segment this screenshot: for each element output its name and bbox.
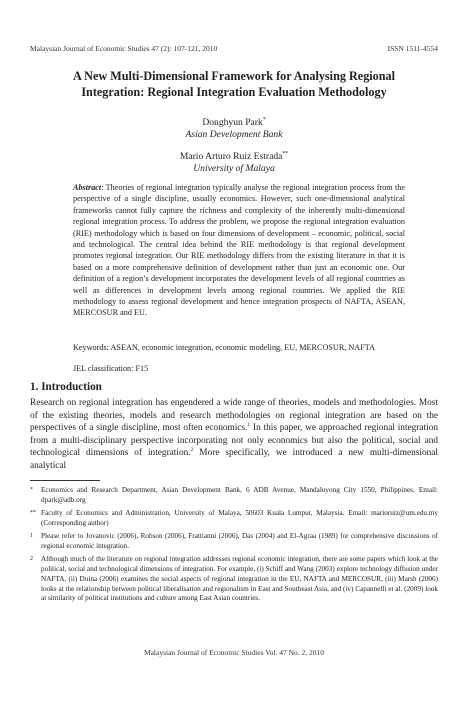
author-2-mark: **: [282, 150, 289, 157]
jel-classification: JEL classification: F15: [73, 364, 149, 373]
abstract-text: : Theories of regional integration typically analyse the regional integration process from the perspective of a single discipline, usually economics. However, such one-dimensional analytical frameworks cannot fully capture the richness and complexity of the inherently multi-dimensional regional integration process. To address the problem, we propose the regional integration evaluation (RIE) methodology which is based on four dimensions of development – economic, political, social and technological. The central idea behind the RIE methodology is that regional development promotes regional integration. Our RIE methodology differs from the existing literature in that it is based on a more comprehensive definition of development rather than just an economic one. Our definition of a region’s development incorporates the development levels of all regional countries as well as differences in development levels among regional countries. We applied the RIE methodology to assess regional development and hence integration prospects of NAFTA, ASEAN, MERCOSUR and EU.: [73, 183, 405, 318]
running-head: [30, 44, 438, 53]
footnote-ref-1[interactable]: 1: [247, 422, 251, 429]
footnote: [30, 532, 438, 552]
footnote-mark: *: [30, 487, 33, 493]
introduction-paragraph: [30, 397, 438, 473]
keywords: [73, 342, 405, 353]
footnote: [30, 555, 438, 604]
footnotes: [30, 486, 438, 608]
author-2: [0, 151, 468, 163]
footnote-text: Faculty of Economics and Administration, University of Malaya, 50603 Kuala Lumpur, Malaysia. Email: marioruiz@um.edu.my (Corresponding author): [41, 509, 438, 527]
footnote-text: Although much of the literature on regional integration addresses regional economic integration, there are some papers which look at the political, social and technological dimensions of integration. For example, (i) Schiff and Wang (2003) explore technology diffusion under NAFTA, (ii) Duina (2006) examines the social aspects of regional integration in the EU, NAFTA and MERCOSUR, (iii) Marsh (2006) looks at the relationship between political liberalisation and regionalism in East and Southeast Asia, and (iv) Capannelli et al. (2009) look at similarity of political institutions and culture among East Asian countries.: [41, 555, 438, 603]
author-2-affiliation: University of Malaya: [193, 163, 275, 174]
paper-title: A New Multi-Dimensional Framework for Analysing Regional Integration: Regional Integration Evaluation Methodology: [72, 69, 396, 99]
footnote: [30, 509, 438, 529]
footnote-ref-2[interactable]: 2: [190, 447, 194, 454]
intro-text-3: More specifically, we introduced a new multi-dimensional analytical: [30, 448, 438, 471]
section-heading: 1. Introduction: [30, 381, 102, 393]
running-head-journal: Malaysian Journal of Economic Studies 47 (2): 107-121, 2010: [30, 44, 218, 53]
author-1-mark: *: [262, 116, 266, 123]
author-1-name: Donghyun Park: [202, 117, 263, 128]
footnote: [30, 486, 438, 506]
intro-text-1: Research on regional integration has engendered a wide range of theories, models and methodologies. Most of the existing theories, models and research methodologies on regional integration are based on the perspectives of a single discipline, most often economics.: [30, 398, 438, 434]
running-head-issn: ISSN 1511-4554: [387, 44, 438, 53]
abstract-label: Abstract: [73, 183, 102, 192]
author-2-name: Mario Arturo Ruiz Estrada: [179, 151, 283, 162]
footnote-text: Economics and Research Department, Asian Development Bank, 6 ADB Avenue, Mandaluyong City 1550, Philippines. Email: dpark@adb.org: [41, 486, 438, 504]
intro-text-2: In this paper, we approached regional integration from a multi-disciplinary perspective incorporating not only economics but also the political, social and technological dimensions of integration.: [30, 423, 438, 459]
footnote-text: Please refer to Jovanovic (2006), Robson (2006), Frattianni (2006), Das (2004) and El-Agraa (1989) for comprehensive discussions of regional economic integration.: [41, 532, 438, 550]
page-footer: Malaysian Journal of Economic Studies Vol. 47 No. 2, 2010: [143, 648, 325, 657]
author-1: [0, 117, 468, 129]
footnote-mark: 2: [30, 556, 33, 563]
footnote-divider: [30, 480, 100, 481]
footnote-mark: 1: [30, 533, 33, 540]
keywords-text: Keywords: ASEAN, economic integration, economic modeling, EU, MERCOSUR, NAFTA: [73, 343, 376, 352]
abstract: [73, 182, 405, 319]
author-1-affiliation: Asian Development Bank: [185, 129, 283, 140]
footnote-mark: **: [30, 510, 36, 517]
